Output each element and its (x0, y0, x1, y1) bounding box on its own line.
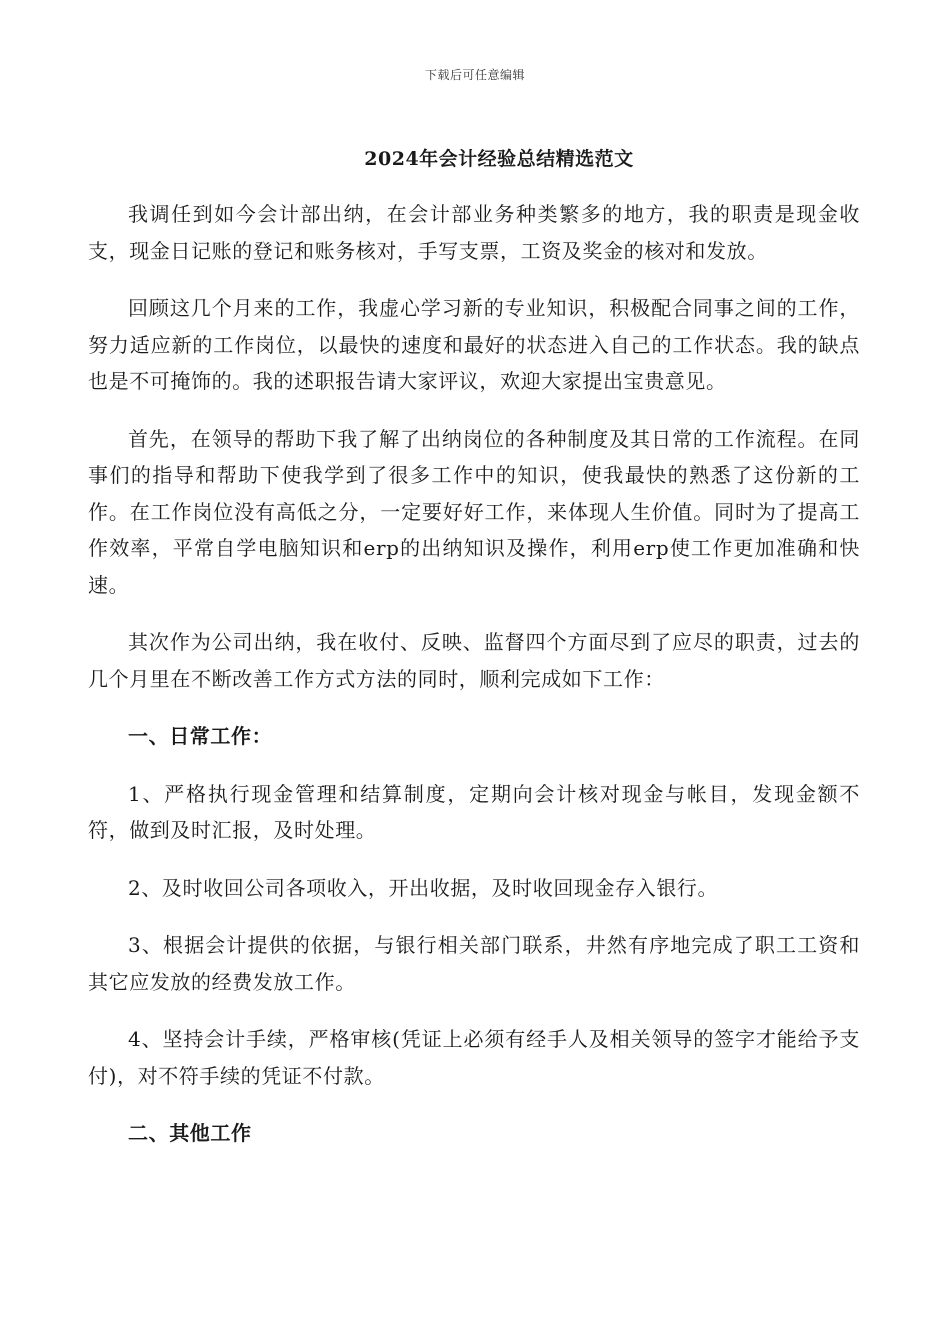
header-note: 下载后可任意编辑 (424, 68, 525, 82)
document-title: 2024年会计经验总结精选范文 (364, 148, 634, 170)
paragraph-first: 首先，在领导的帮助下我了解了出纳岗位的各种制度及其日常的工作流程。在同事们的指导和帮助下使我学到了很多工作中的知识，使我最快的熟悉了这份新的工作。在工作岗位没有高低之分，一定要好好工作，来体现人生价值。同时为了提高工作效率，平常自学电脑知识和erp的出纳知识及操作，利用erp使工作更加准确和快速。 (88, 426, 860, 597)
section-heading-daily-work: 一、日常工作： (128, 724, 273, 748)
section-heading-other-work: 二、其他工作 (128, 1121, 252, 1145)
list-item-4: 4、坚持会计手续，严格审核(凭证上必须有经手人及相关领导的签字才能给予支付)，对不符手续的凭证不付款。 (88, 1027, 860, 1088)
list-item-2: 2、及时收回公司各项收入，开出收据，及时收回现金存入银行。 (128, 875, 719, 900)
paragraph-review: 回顾这几个月来的工作，我虚心学习新的专业知识，积极配合同事之间的工作，努力适应新的工作岗位，以最快的速度和最好的状态进入自己的工作状态。我的缺点也是不可掩饰的。我的述职报告请大家评议，欢迎大家提出宝贵意见。 (88, 296, 860, 393)
document-body (88, 196, 860, 1173)
paragraph-second: 其次作为公司出纳，我在收付、反映、监督四个方面尽到了应尽的职责，过去的几个月里在不断改善工作方式方法的同时，顺利完成如下工作： (88, 630, 860, 691)
list-item-1: 1、严格执行现金管理和结算制度，定期向会计核对现金与帐目，发现金额不符，做到及时汇报，及时处理。 (88, 781, 860, 842)
list-item-3: 3、根据会计提供的依据，与银行相关部门联系，井然有序地完成了职工工资和其它应发放的经费发放工作。 (88, 933, 860, 994)
paragraph-intro: 我调任到如今会计部出纳，在会计部业务种类繁多的地方，我的职责是现金收支，现金日记账的登记和账务核对，手写支票，工资及奖金的核对和发放。 (88, 202, 860, 263)
